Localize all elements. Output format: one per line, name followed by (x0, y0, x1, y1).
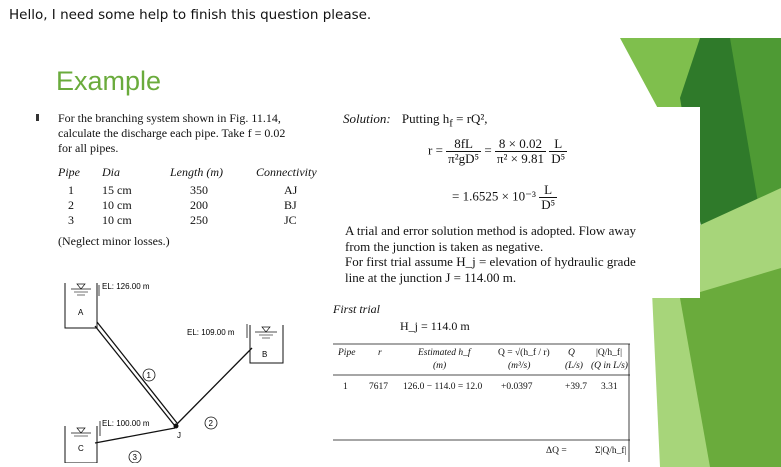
r-value-line (452, 183, 557, 212)
unit-hf: (m) (433, 361, 447, 371)
cell: 7617 (369, 382, 388, 392)
trial-table (333, 320, 630, 462)
frac-den: D⁵ (541, 197, 556, 212)
unit-q: (m³/s) (508, 361, 531, 371)
reservoir-c-label: C (78, 444, 84, 453)
solution-text (345, 223, 700, 285)
el-b-label: EL: 109.00 m (187, 328, 235, 337)
problem-line: for all pipes. (58, 141, 119, 155)
frac-den: π²gD⁵ (448, 151, 480, 166)
fraction-4 (539, 183, 557, 212)
col-header: Connectivity (256, 164, 317, 179)
cell: 3 (68, 213, 74, 227)
pipe-table (58, 163, 323, 228)
cell: AJ (284, 183, 298, 197)
cell: 126.0 − 114.0 = 12.0 (403, 382, 483, 392)
r-value: = 1.6525 × 10⁻³ (452, 188, 536, 204)
col-header: Length (m) (170, 164, 223, 179)
cell: 3.31 (601, 382, 618, 392)
fraction-3 (549, 137, 567, 166)
frac-num: L (549, 137, 567, 152)
table-row (58, 213, 323, 228)
hj-label: H_j = 114.0 m (400, 319, 470, 333)
reservoir-b-label: B (262, 350, 268, 359)
th-hf: Estimated h_f (418, 348, 471, 358)
cell: 350 (190, 183, 208, 197)
cell: 10 cm (102, 213, 132, 227)
footer-sum: Σ|Q/h_f| (595, 446, 627, 456)
cell: +0.0397 (501, 382, 533, 392)
el-a-label: EL: 126.00 m (102, 282, 150, 291)
cell: 2 (68, 198, 74, 212)
problem-line: calculate the discharge each pipe. Take f = 0.02 (58, 126, 286, 140)
solution-heading: Solution: (343, 111, 391, 126)
junction-j-label: J (177, 431, 181, 440)
pipe-2-label: 2 (208, 419, 213, 428)
pipe-diagram (55, 278, 295, 463)
solution-line: For first trial assume H_j = elevation of hydraulic grade (345, 254, 636, 269)
cell: +39.7 (565, 382, 587, 392)
problem-line: For the branching system shown in Fig. 11.14, (58, 111, 281, 125)
frac-den: π² × 9.81 (496, 151, 544, 166)
r-equation (428, 137, 567, 166)
question-text: Hello, I need some help to finish this question please. (9, 7, 372, 23)
fraction-1 (446, 137, 481, 166)
putting-text: Putting h (401, 111, 450, 126)
footer-dq: ΔQ = (546, 446, 567, 456)
frac-num: 8 × 0.02 (495, 137, 546, 152)
cell: 1 (343, 382, 348, 392)
reservoir-a-label: A (78, 308, 84, 317)
first-trial-label: First trial (333, 302, 381, 316)
pipe-3-label: 3 (132, 453, 137, 462)
r-eq-label: r = (428, 142, 443, 158)
th-q2: Q (568, 348, 575, 358)
fraction-2 (495, 137, 546, 166)
solution-line: line at the junction J = 114.00 m. (345, 269, 517, 285)
cell: 250 (190, 213, 208, 227)
col-header: Dia (102, 164, 120, 179)
th-qhf: |Q/h_f| (596, 348, 622, 358)
cell: 200 (190, 198, 208, 212)
col-header: Pipe (58, 164, 80, 179)
th-q: Q = √(h_f / r) (498, 348, 550, 358)
th-pipe: Pipe (338, 348, 356, 358)
table-row (58, 198, 323, 213)
slide-title: Example (56, 66, 162, 96)
unit-q2: (L/s) (565, 361, 583, 371)
el-c-label: EL: 100.00 m (102, 419, 150, 428)
putting-sub: f (449, 117, 453, 130)
solution-line: A trial and error solution method is adopted. Flow away (345, 223, 637, 238)
unit-qhf: (Q in L/s) (591, 361, 628, 371)
solution-line: from the junction is taken as negative. (345, 238, 544, 254)
cell: 10 cm (102, 198, 132, 212)
slide-image (0, 38, 781, 467)
frac-num: 8fL (446, 137, 481, 152)
table-row (58, 183, 323, 198)
frac-den: D⁵ (551, 151, 566, 166)
cell: JC (284, 213, 297, 227)
solution-block (340, 107, 700, 298)
cell: 15 cm (102, 183, 132, 197)
cell: 1 (68, 183, 74, 197)
neglect-note: (Neglect minor losses.) (58, 234, 170, 248)
putting-eq: = rQ², (456, 111, 488, 126)
frac-num: L (539, 183, 557, 198)
equals-sign: = (484, 142, 492, 158)
th-r: r (378, 348, 382, 358)
pipe-1-label: 1 (146, 371, 151, 380)
cell: BJ (284, 198, 297, 212)
problem-statement (58, 111, 343, 156)
